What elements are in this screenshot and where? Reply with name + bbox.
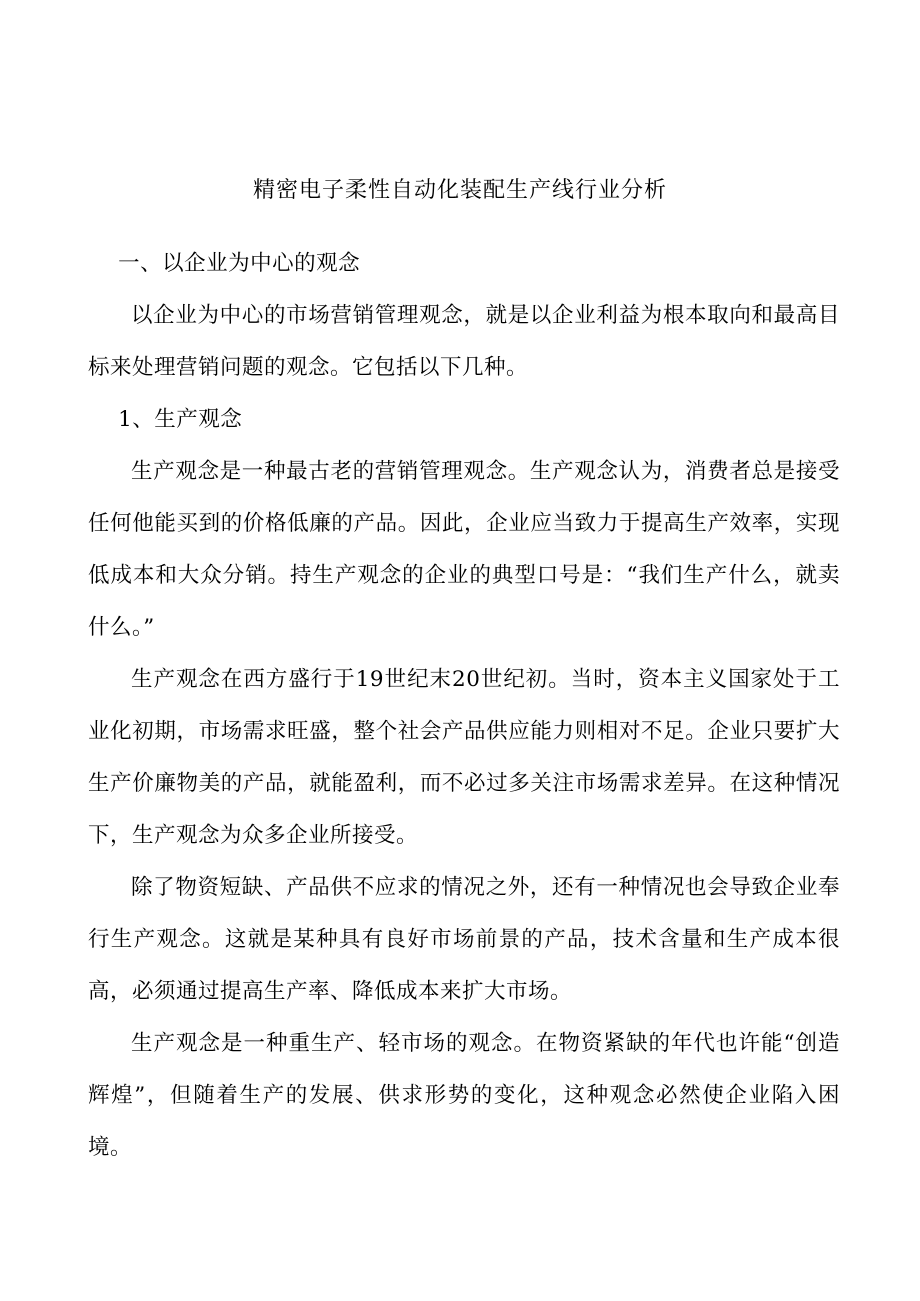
- paragraph-history: 生产观念在西方盛行于19世纪末20世纪初。当时，资本主义国家处于工业化初期，市场需求旺盛，整个社会产品供应能力则相对不足。企业只要扩大生产价廉物美的产品，就能盈利，而不必过多关注市场需求差异。在这种情况下，生产观念为众多企业所接受。: [88, 667, 840, 848]
- subheading-production-concept: 1、生产观念: [118, 407, 243, 432]
- document-body: [88, 238, 840, 1174]
- paragraph-production-concept: 生产观念是一种最古老的营销管理观念。生产观念认为，消费者总是接受任何他能买到的价格低廉的产品。因此，企业应当致力于提高生产效率，实现低成本和大众分销。持生产观念的企业的典型口号是：“我们生产什么，就卖什么。”: [88, 459, 840, 640]
- paragraph-shortage: 除了物资短缺、产品供不应求的情况之外，还有一种情况也会导致企业奉行生产观念。这就是某种具有良好市场前景的产品，技术含量和生产成本很高，必须通过提高生产率、降低成本来扩大市场。: [88, 875, 840, 1004]
- paragraph-intro: 以企业为中心的市场营销管理观念，就是以企业利益为根本取向和最高目标来处理营销问题的观念。它包括以下几种。: [88, 303, 840, 380]
- document-title: 精密电子柔性自动化装配生产线行业分析: [252, 178, 667, 203]
- paragraph-conclusion: 生产观念是一种重生产、轻市场的观念。在物资紧缺的年代也许能“创造辉煌”，但随着生产的发展、供求形势的变化，这种观念必然使企业陷入困境。: [88, 1031, 840, 1160]
- section-heading: 一、以企业为中心的观念: [118, 251, 361, 276]
